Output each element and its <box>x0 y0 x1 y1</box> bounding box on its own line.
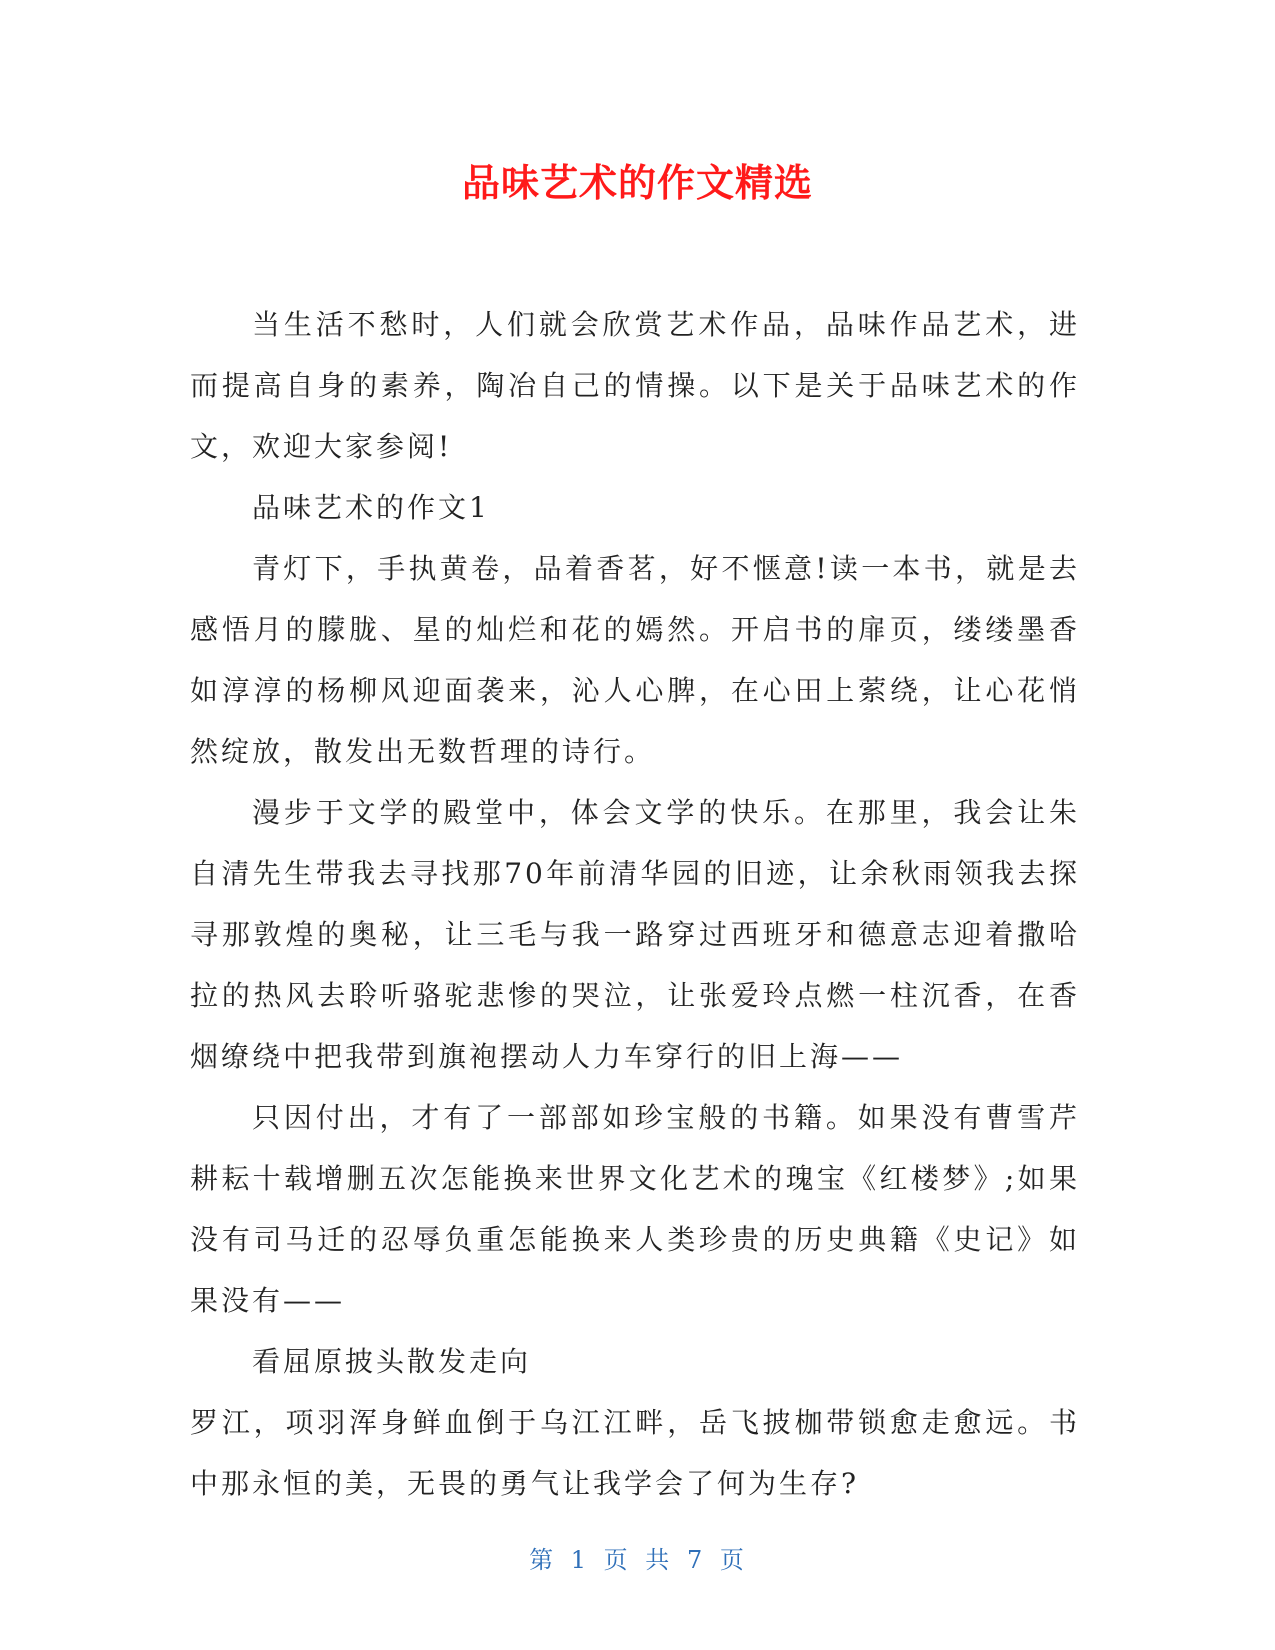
paragraph: 青灯下，手执黄卷，品着香茗，好不惬意!读一本书，就是去感悟月的朦胧、星的灿烂和花的嫣然。开启书的扉页，缕缕墨香如淳淳的杨柳风迎面袭来，沁人心脾，在心田上萦绕，让心花悄然绽放，散发出无数哲理的诗行。 <box>190 552 1080 768</box>
document-body <box>190 294 1080 1514</box>
paragraph: 看屈原披头散发走向 <box>252 1345 532 1378</box>
page-number-footer: 第 1 页 共 7 页 <box>529 1546 746 1574</box>
paragraph: 只因付出，才有了一部部如珍宝般的书籍。如果没有曹雪芹耕耘十载增删五次怎能换来世界文化艺术的瑰宝《红楼梦》;如果没有司马迁的忍辱负重怎能换来人类珍贵的历史典籍《史记》如果没有—— <box>190 1101 1080 1317</box>
paragraph-continued: 罗江，项羽浑身鲜血倒于乌江江畔，岳飞披枷带锁愈走愈远。书中那永恒的美，无畏的勇气让我学会了何为生存? <box>190 1406 1080 1500</box>
paragraph-intro: 当生活不愁时，人们就会欣赏艺术作品，品味作品艺术，进而提高自身的素养，陶冶自己的情操。以下是关于品味艺术的作文，欢迎大家参阅! <box>190 308 1080 463</box>
section-heading: 品味艺术的作文1 <box>252 491 490 524</box>
paragraph: 漫步于文学的殿堂中，体会文学的快乐。在那里，我会让朱自清先生带我去寻找那70年前清华园的旧迹，让余秋雨领我去探寻那敦煌的奥秘，让三毛与我一路穿过西班牙和德意志迎着撒哈拉的热风去聆听骆驼悲惨的哭泣，让张爱玲点燃一柱沉香，在香烟缭绕中把我带到旗袍摆动人力车穿行的旧上海—— <box>190 796 1080 1073</box>
document-title: 品味艺术的作文精选 <box>461 161 813 205</box>
